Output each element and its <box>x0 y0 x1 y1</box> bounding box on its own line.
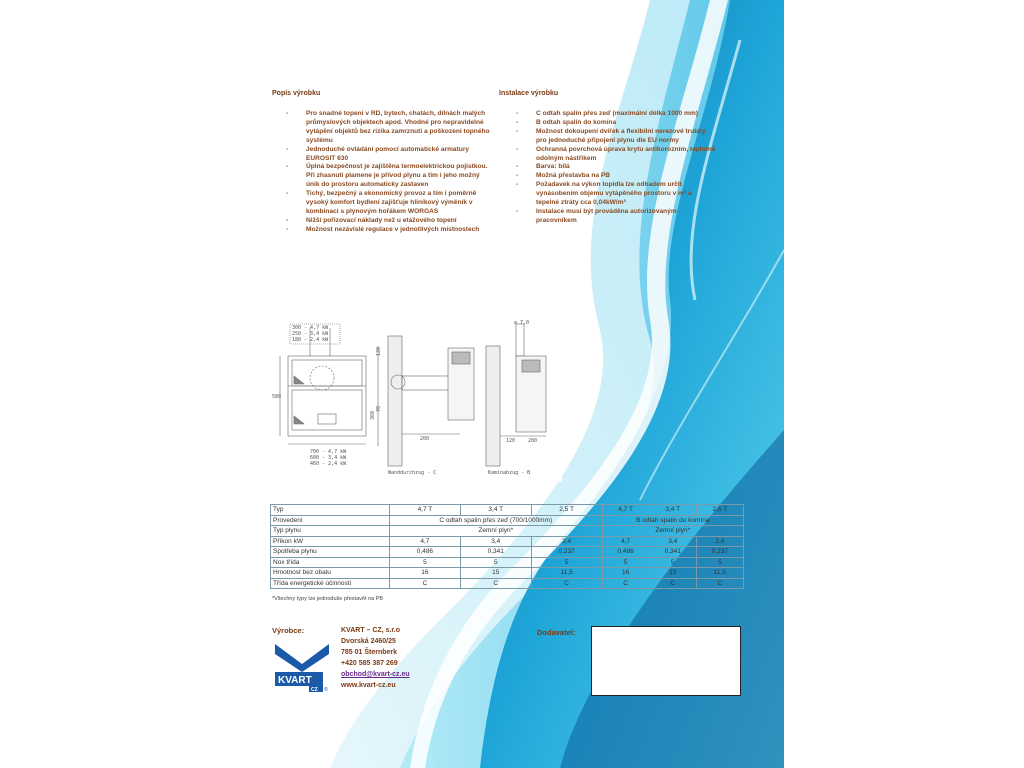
caption-wall: Wanddurchzug - C <box>388 470 437 476</box>
row-label: Typ plynu <box>271 526 390 537</box>
table-cell: 3,4 <box>649 536 696 547</box>
table-cell: 0,486 <box>602 547 649 558</box>
dim-top-3: 180 - 2,4 kW <box>292 337 329 343</box>
table-row <box>271 557 744 568</box>
dim-bottom-3: 460 - 2,4 kW <box>310 461 347 467</box>
dim-70: 70 <box>376 405 382 412</box>
table-cell: 2,5 T <box>696 505 743 516</box>
logo-registered: ® <box>324 687 328 692</box>
installation-item: - C odtah spalin přes zeď (maximální délka 1000 mm) <box>516 110 716 119</box>
table-cell: 16 <box>602 568 649 579</box>
table-cell: C <box>531 578 602 589</box>
dim-bottom-2: 600 - 3,4 kW <box>310 455 347 461</box>
table-cell: 3,4 <box>460 536 531 547</box>
installation-title: Instalace výrobku <box>499 90 559 97</box>
installation-item: - Možná přestavba na PB <box>516 172 716 181</box>
manufacturer-name: KVART – CZ, s.r.o <box>341 627 400 634</box>
description-title: Popis výrobku <box>272 90 321 97</box>
row-label: Provedení <box>271 515 390 526</box>
row-label: Třída energetické účinnosti <box>271 578 390 589</box>
manufacturer-city: 785 01 Šternberk <box>341 649 398 656</box>
row-label: Typ <box>271 505 390 516</box>
dim-top-2: 250 - 3,4 kW <box>292 331 329 337</box>
table-cell: 3,4 T <box>460 505 531 516</box>
row-label: Hmotnost bez obalu <box>271 568 390 579</box>
table-cell: C <box>602 578 649 589</box>
table-row <box>271 536 744 547</box>
row-label: Příkon kW <box>271 536 390 547</box>
installation-item: - B odtah spalin do komína <box>516 119 716 128</box>
installation-list <box>516 110 716 226</box>
dim-200: 200 <box>420 436 430 442</box>
table-cell: 4,7 <box>602 536 649 547</box>
table-cell: 5 <box>696 557 743 568</box>
table-cell: 2,4 <box>531 536 602 547</box>
table-cell: 11,5 <box>696 568 743 579</box>
table-cell: 15 <box>649 568 696 579</box>
installation-item: - Instalace musí být prováděna autorizovaným pracovníkem <box>516 208 716 226</box>
description-list <box>286 110 490 235</box>
manufacturer-phone: +420 585 387 269 <box>341 660 398 667</box>
manufacturer-label: Výrobce: <box>272 626 305 635</box>
table-cell: Zemní plyn* <box>390 526 603 537</box>
table-cell: 5 <box>649 557 696 568</box>
dim-360: 360 <box>370 410 376 420</box>
table-cell: 2,4 <box>696 536 743 547</box>
dim-bottom-1: 700 - 4,7 kW <box>310 449 347 455</box>
table-cell: 4,7 T <box>602 505 649 516</box>
table-cell: 0,486 <box>390 547 461 558</box>
caption-chimney: Kaminabzug - B <box>488 470 531 476</box>
description-item: - Pro snadné topení v RD, bytech, chatách, dílnách malých průmyslových objektech apod. Vhodné pro nepravidelné vytápění objektů bez rizika zamrznutí a poškození topného systému <box>286 110 490 146</box>
table-cell: C <box>696 578 743 589</box>
kvart-logo <box>273 642 331 692</box>
table-cell: 5 <box>602 557 649 568</box>
table-cell: 3,4 T <box>649 505 696 516</box>
table-cell: 0,341 <box>460 547 531 558</box>
table-row <box>271 515 744 526</box>
table-cell: 0,237 <box>696 547 743 558</box>
row-label: Nox třída <box>271 557 390 568</box>
supplier-label: Dodavatel: <box>537 628 576 637</box>
dim-diameter: ⌀ 7,0 <box>514 320 530 326</box>
table-cell: 4,7 T <box>390 505 461 516</box>
table-row <box>271 578 744 589</box>
product-sheet-page <box>240 0 784 768</box>
description-item: - Tichý, bezpečný a ekonomický provoz a tím i poměrně vysoký komfort bydlení zajišťuje hliníkový výměník v kombinaci s plynovým hořákem WORGAS <box>286 190 490 217</box>
row-label: Spotřeba plynu <box>271 547 390 558</box>
dim-120-b: 120 <box>506 438 516 444</box>
table-cell: 5 <box>390 557 461 568</box>
table-cell: C <box>460 578 531 589</box>
manufacturer-address <box>341 625 410 691</box>
manufacturer-web[interactable]: www.kvart-cz.eu <box>341 682 396 689</box>
table-cell: C odtah spalin přes zeď (700/1000mm) <box>390 515 603 526</box>
table-cell: 5 <box>460 557 531 568</box>
dim-120: 120 <box>376 346 382 356</box>
table-cell: 5 <box>531 557 602 568</box>
specs-table <box>270 504 744 589</box>
table-cell: C <box>390 578 461 589</box>
table-row <box>271 547 744 558</box>
technical-drawing <box>270 316 562 482</box>
description-item: - Nižší pořizovací náklady než u etážového topení <box>286 217 490 226</box>
table-cell: 11,5 <box>531 568 602 579</box>
table-cell: B odtah spalin do komína <box>602 515 743 526</box>
supplier-box <box>591 626 741 696</box>
dim-top-1: 300 - 4,7 kW <box>292 325 329 331</box>
description-item: - Úplná bezpečnost je zajištěna termoelektrickou pojistkou. Při zhasnutí plamene je přívod plynu a tím i jeho možný únik do prostoru automaticky zastaven <box>286 163 490 190</box>
table-cell: 15 <box>460 568 531 579</box>
table-footnote: *Všechny typy lze jednoduše přestavět na PB <box>272 596 383 602</box>
dim-height: 580 <box>272 394 282 400</box>
installation-item: - Barva: bílá <box>516 163 716 172</box>
description-item: - Jednoduché ovládání pomocí automatické armatury EUROSIT 630 <box>286 146 490 164</box>
logo-sub: CZ <box>311 687 318 692</box>
table-cell: 0,237 <box>531 547 602 558</box>
installation-item: - Ochranná povrchová úprava krytu antikorozním, teplotně odolným nástřikem <box>516 146 716 164</box>
table-row <box>271 505 744 516</box>
table-row <box>271 526 744 537</box>
table-cell: 4,7 <box>390 536 461 547</box>
table-cell: 16 <box>390 568 461 579</box>
table-row <box>271 568 744 579</box>
installation-item: - Požadavek na výkon topidla lze odhadem určit vynásobením objemu vytápěného prostoru v m³ a tepelné ztráty cca 0,04kW/m³ <box>516 181 716 208</box>
description-item: - Možnost nezávislé regulace v jednotlivých místnostech <box>286 226 490 235</box>
table-cell: Zemní plyn* <box>602 526 743 537</box>
manufacturer-street: Dvorská 2460/25 <box>341 638 396 645</box>
installation-item: - Možnost dokoupení dvířek a flexibilní nerezové trubky pro jednoduché připojení plynu dle EU normy <box>516 128 716 146</box>
table-cell: C <box>649 578 696 589</box>
table-cell: 0,341 <box>649 547 696 558</box>
table-cell: 2,5 T <box>531 505 602 516</box>
manufacturer-email-link[interactable]: obchod@kvart-cz.eu <box>341 671 410 678</box>
dim-200-b: 200 <box>528 438 538 444</box>
logo-text: KVART <box>278 675 312 686</box>
